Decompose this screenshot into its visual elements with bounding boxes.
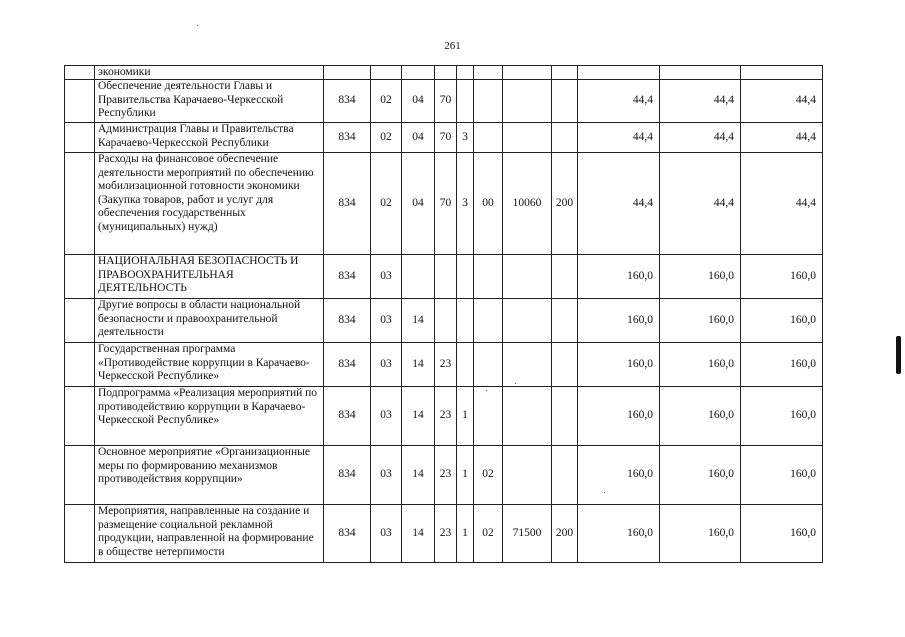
cell-rz: 03 — [371, 255, 402, 299]
page-binding-mark — [896, 336, 901, 374]
cell-pr: 04 — [402, 123, 435, 153]
cell-y1: 44,4 — [578, 153, 660, 255]
cell-p1: 23 — [435, 387, 457, 446]
cell-rz: 03 — [371, 387, 402, 446]
cell-pr: 14 — [402, 343, 435, 387]
cell-p1: 70 — [435, 153, 457, 255]
cell-vr — [552, 255, 578, 299]
scan-speck — [515, 383, 516, 384]
cell-p3 — [474, 255, 503, 299]
cell-rz: 03 — [371, 299, 402, 343]
cell-vr — [552, 387, 578, 446]
cell-p3 — [474, 66, 503, 80]
cell-p1 — [435, 299, 457, 343]
page-number: 261 — [444, 40, 461, 52]
cell-csr: 10060 — [503, 153, 552, 255]
cell-pr: 14 — [402, 387, 435, 446]
cell-y1: 160,0 — [578, 343, 660, 387]
cell-p3 — [474, 343, 503, 387]
cell-p1: 23 — [435, 446, 457, 505]
cell-y3: 160,0 — [741, 387, 823, 446]
cell-csr — [503, 446, 552, 505]
row-number-cell — [65, 255, 95, 299]
cell-y3: 160,0 — [741, 505, 823, 563]
cell-y2: 44,4 — [660, 153, 741, 255]
cell-name: экономики — [95, 66, 324, 80]
cell-vr: 200 — [552, 505, 578, 563]
cell-pr: 04 — [402, 80, 435, 123]
cell-p2: 3 — [457, 153, 474, 255]
cell-y3: 44,4 — [741, 123, 823, 153]
cell-p3 — [474, 80, 503, 123]
cell-p3: 02 — [474, 446, 503, 505]
cell-name: Основное мероприятие «Организационные меры по формированию механизмов противодействия коррупции» — [95, 446, 324, 505]
cell-rz: 02 — [371, 153, 402, 255]
cell-rz: 03 — [371, 505, 402, 563]
cell-p2 — [457, 299, 474, 343]
cell-name: НАЦИОНАЛЬНАЯ БЕЗОПАСНОСТЬ И ПРАВООХРАНИТЕЛЬНАЯ ДЕЯТЕЛЬНОСТЬ — [95, 255, 324, 299]
cell-csr — [503, 80, 552, 123]
cell-pr: 04 — [402, 153, 435, 255]
row-number-cell — [65, 446, 95, 505]
cell-ved: 834 — [324, 387, 371, 446]
row-number-cell — [65, 387, 95, 446]
cell-csr — [503, 387, 552, 446]
cell-name: Обеспечение деятельности Главы и Правительства Карачаево-Черкесской Республики — [95, 80, 324, 123]
cell-vr — [552, 123, 578, 153]
cell-p3: 00 — [474, 153, 503, 255]
cell-vr — [552, 343, 578, 387]
cell-p2 — [457, 66, 474, 80]
cell-ved: 834 — [324, 255, 371, 299]
table-row — [65, 343, 823, 387]
cell-csr — [503, 66, 552, 80]
cell-y2: 160,0 — [660, 505, 741, 563]
cell-y1: 160,0 — [578, 387, 660, 446]
cell-p2: 1 — [457, 387, 474, 446]
table-row — [65, 153, 823, 255]
cell-pr: 14 — [402, 505, 435, 563]
table-row — [65, 80, 823, 123]
cell-pr: 14 — [402, 446, 435, 505]
cell-y1: 160,0 — [578, 505, 660, 563]
scan-speck — [604, 492, 605, 493]
cell-ved: 834 — [324, 80, 371, 123]
cell-p2 — [457, 343, 474, 387]
cell-y2: 44,4 — [660, 80, 741, 123]
cell-name: Администрация Главы и Правительства Карачаево-Черкесской Республики — [95, 123, 324, 153]
cell-p3 — [474, 123, 503, 153]
cell-ved: 834 — [324, 446, 371, 505]
row-number-cell — [65, 343, 95, 387]
cell-p1: 70 — [435, 123, 457, 153]
cell-vr — [552, 446, 578, 505]
cell-rz: 03 — [371, 343, 402, 387]
cell-p2: 1 — [457, 505, 474, 563]
cell-rz: 02 — [371, 80, 402, 123]
cell-y1: 160,0 — [578, 255, 660, 299]
cell-y3: 160,0 — [741, 255, 823, 299]
row-number-cell — [65, 80, 95, 123]
cell-p1 — [435, 255, 457, 299]
cell-name: Подпрограмма «Реализация мероприятий по противодействию коррупции в Карачаево-Черкесской Республике» — [95, 387, 324, 446]
table-row — [65, 123, 823, 153]
cell-p2 — [457, 255, 474, 299]
table-row — [65, 255, 823, 299]
cell-csr — [503, 123, 552, 153]
cell-p2: 3 — [457, 123, 474, 153]
cell-name: Другие вопросы в области национальной безопасности и правоохранительной деятельности — [95, 299, 324, 343]
cell-p3 — [474, 299, 503, 343]
cell-ved: 834 — [324, 343, 371, 387]
row-number-cell — [65, 123, 95, 153]
cell-y3: 44,4 — [741, 153, 823, 255]
cell-p1 — [435, 66, 457, 80]
table-row — [65, 446, 823, 505]
cell-y2: 160,0 — [660, 343, 741, 387]
cell-p3 — [474, 387, 503, 446]
cell-p1: 70 — [435, 80, 457, 123]
cell-p1: 23 — [435, 505, 457, 563]
cell-csr — [503, 343, 552, 387]
budget-table — [64, 65, 823, 563]
cell-name: Мероприятия, направленные на создание и размещение социальной рекламной продукции, направленной на формирование в обществе нетерпимости — [95, 505, 324, 563]
cell-name: Расходы на финансовое обеспечение деятельности мероприятий по обеспечению мобилизационной готовности экономики (Закупка товаров, работ и услуг для обеспечения государственных (муниципальных) нужд) — [95, 153, 324, 255]
cell-y1: 44,4 — [578, 123, 660, 153]
row-number-cell — [65, 299, 95, 343]
row-number-cell — [65, 505, 95, 563]
cell-p2 — [457, 80, 474, 123]
cell-vr — [552, 66, 578, 80]
cell-y1: 160,0 — [578, 299, 660, 343]
cell-y3: 160,0 — [741, 343, 823, 387]
cell-vr — [552, 80, 578, 123]
cell-ved: 834 — [324, 299, 371, 343]
cell-y3: 44,4 — [741, 80, 823, 123]
cell-p1: 23 — [435, 343, 457, 387]
cell-p2: 1 — [457, 446, 474, 505]
cell-y1: 160,0 — [578, 446, 660, 505]
cell-y3: 160,0 — [741, 299, 823, 343]
cell-y2: 160,0 — [660, 446, 741, 505]
cell-pr — [402, 255, 435, 299]
table-row — [65, 387, 823, 446]
cell-vr: 200 — [552, 153, 578, 255]
cell-y1: 44,4 — [578, 80, 660, 123]
cell-y1 — [578, 66, 660, 80]
cell-y2: 160,0 — [660, 255, 741, 299]
cell-ved: 834 — [324, 123, 371, 153]
cell-y2: 160,0 — [660, 387, 741, 446]
cell-csr: 71500 — [503, 505, 552, 563]
row-number-cell — [65, 66, 95, 80]
cell-y2 — [660, 66, 741, 80]
cell-vr — [552, 299, 578, 343]
cell-y2: 44,4 — [660, 123, 741, 153]
cell-y2: 160,0 — [660, 299, 741, 343]
table-row — [65, 505, 823, 563]
cell-ved: 834 — [324, 153, 371, 255]
scan-speck — [486, 390, 487, 391]
scan-speck — [197, 25, 198, 26]
table-row — [65, 299, 823, 343]
table-row — [65, 66, 823, 80]
cell-y3: 160,0 — [741, 446, 823, 505]
cell-name: Государственная программа «Противодействие коррупции в Карачаево-Черкесской Республике» — [95, 343, 324, 387]
cell-y3 — [741, 66, 823, 80]
cell-rz — [371, 66, 402, 80]
row-number-cell — [65, 153, 95, 255]
cell-p3: 02 — [474, 505, 503, 563]
cell-pr — [402, 66, 435, 80]
cell-rz: 02 — [371, 123, 402, 153]
cell-csr — [503, 299, 552, 343]
cell-ved — [324, 66, 371, 80]
cell-pr: 14 — [402, 299, 435, 343]
cell-ved: 834 — [324, 505, 371, 563]
cell-csr — [503, 255, 552, 299]
cell-rz: 03 — [371, 446, 402, 505]
